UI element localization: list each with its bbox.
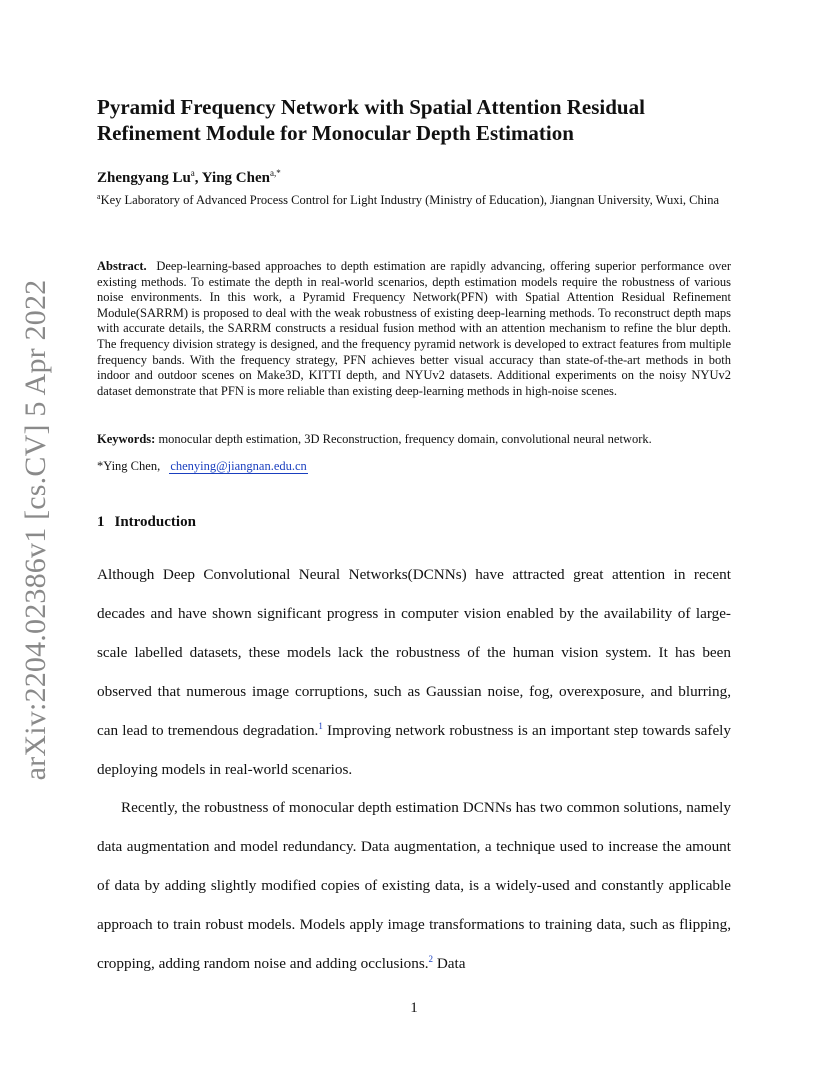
arxiv-identifier[interactable]: arXiv:2204.02386v1 [cs.CV] 5 Apr 2022 (19, 279, 52, 781)
email-link[interactable]: chenying@jiangnan.edu.cn (170, 459, 307, 473)
body-paragraph (97, 788, 731, 983)
affiliation-mark: a (97, 192, 101, 201)
affiliation-text: Key Laboratory of Advanced Process Control for Light Industry (Ministry of Education), Jiangnan University, Wuxi, China (100, 193, 720, 208)
corresponding-author (97, 459, 308, 474)
keywords (97, 432, 737, 447)
author-list: Zhengyang Lu$^a$, Ying Chen$^{a,*}$ (97, 168, 281, 186)
paragraph-text: Improving network robustness is an important step towards safely deploying models in real-world scenarios. (97, 722, 731, 778)
page-number: 1 (410, 1000, 418, 1016)
abstract-label: Abstract. (97, 259, 147, 273)
affiliation (97, 188, 737, 209)
author-name: Zhengyang Lu (97, 170, 191, 186)
section-number: 1 (97, 514, 105, 530)
keywords-text: monocular depth estimation, 3D Reconstruction, frequency domain, convolutional neural network. (158, 432, 652, 446)
author-affiliation-mark: a (190, 168, 195, 178)
abstract (97, 259, 731, 399)
section-heading (97, 514, 196, 531)
paragraph-text: Data (433, 955, 466, 972)
paragraph-text: Recently, the robustness of monocular depth estimation DCNNs has two common solutions, namely data augmentation and model redundancy. Data augmentation, a technique used to increase the amount of data by adding slightly modified copies of existing data, is a widely-used and constantly applicable approach to train robust models. Models apply image transformations to training data, such as flipping, cropping, adding random noise and adding occlusions. (97, 799, 731, 972)
paper-title: Pyramid Frequency Network with Spatial Attention Residual Refinement Module for Monocular Depth Estimation (97, 95, 645, 145)
contact-label: *Ying Chen, (97, 459, 161, 473)
body-paragraph (97, 555, 731, 789)
abstract-text: Deep-learning-based approaches to depth estimation are rapidly advancing, offering superior performance over existing methods. To estimate the depth in real-world scenarios, depth estimation models require the robustness of various noise environments. In this work, a Pyramid Frequency Network(PFN) with Spatial Attention Residual Refinement Module(SARRM) is proposed to deal with the weak robustness of existing deep-learning methods. To reconstruct depth maps with accurate details, the SARRM constructs a residual fusion method with an attention mechanism to refine the blur depth. The frequency division strategy is designed, and the frequency pyramid network is developed to extract features from multiple frequency bands. With the frequency strategy, PFN achieves better visual accuracy than state-of-the-art methods in both indoor and outdoor scenes on Make3D, KITTI depth, and NYUv2 datasets. Additional experiments on the noisy NYUv2 dataset demonstrate that PFN is more reliable than existing deep-learning methods in high-noise scenes. (97, 259, 732, 398)
footnote-link[interactable]: 1 (318, 720, 323, 731)
footnote-link[interactable]: 2 (428, 953, 434, 964)
section-title: Introduction (114, 514, 196, 530)
keywords-label: Keywords: (97, 432, 156, 446)
author-name: Ying Chen (201, 170, 270, 186)
author-affiliation-mark: a,* (269, 168, 281, 178)
paragraph-text: Although Deep Convolutional Neural Networks(DCNNs) have attracted great attention in recent decades and have shown significant progress in computer vision enabled by the availability of large-scale labelled datasets, these models lack the robustness of the human vision system. It has been observed that numerous image corruptions, such as Gaussian noise, fog, overexposure, and blurring, can lead to tremendous degradation. (97, 566, 731, 739)
